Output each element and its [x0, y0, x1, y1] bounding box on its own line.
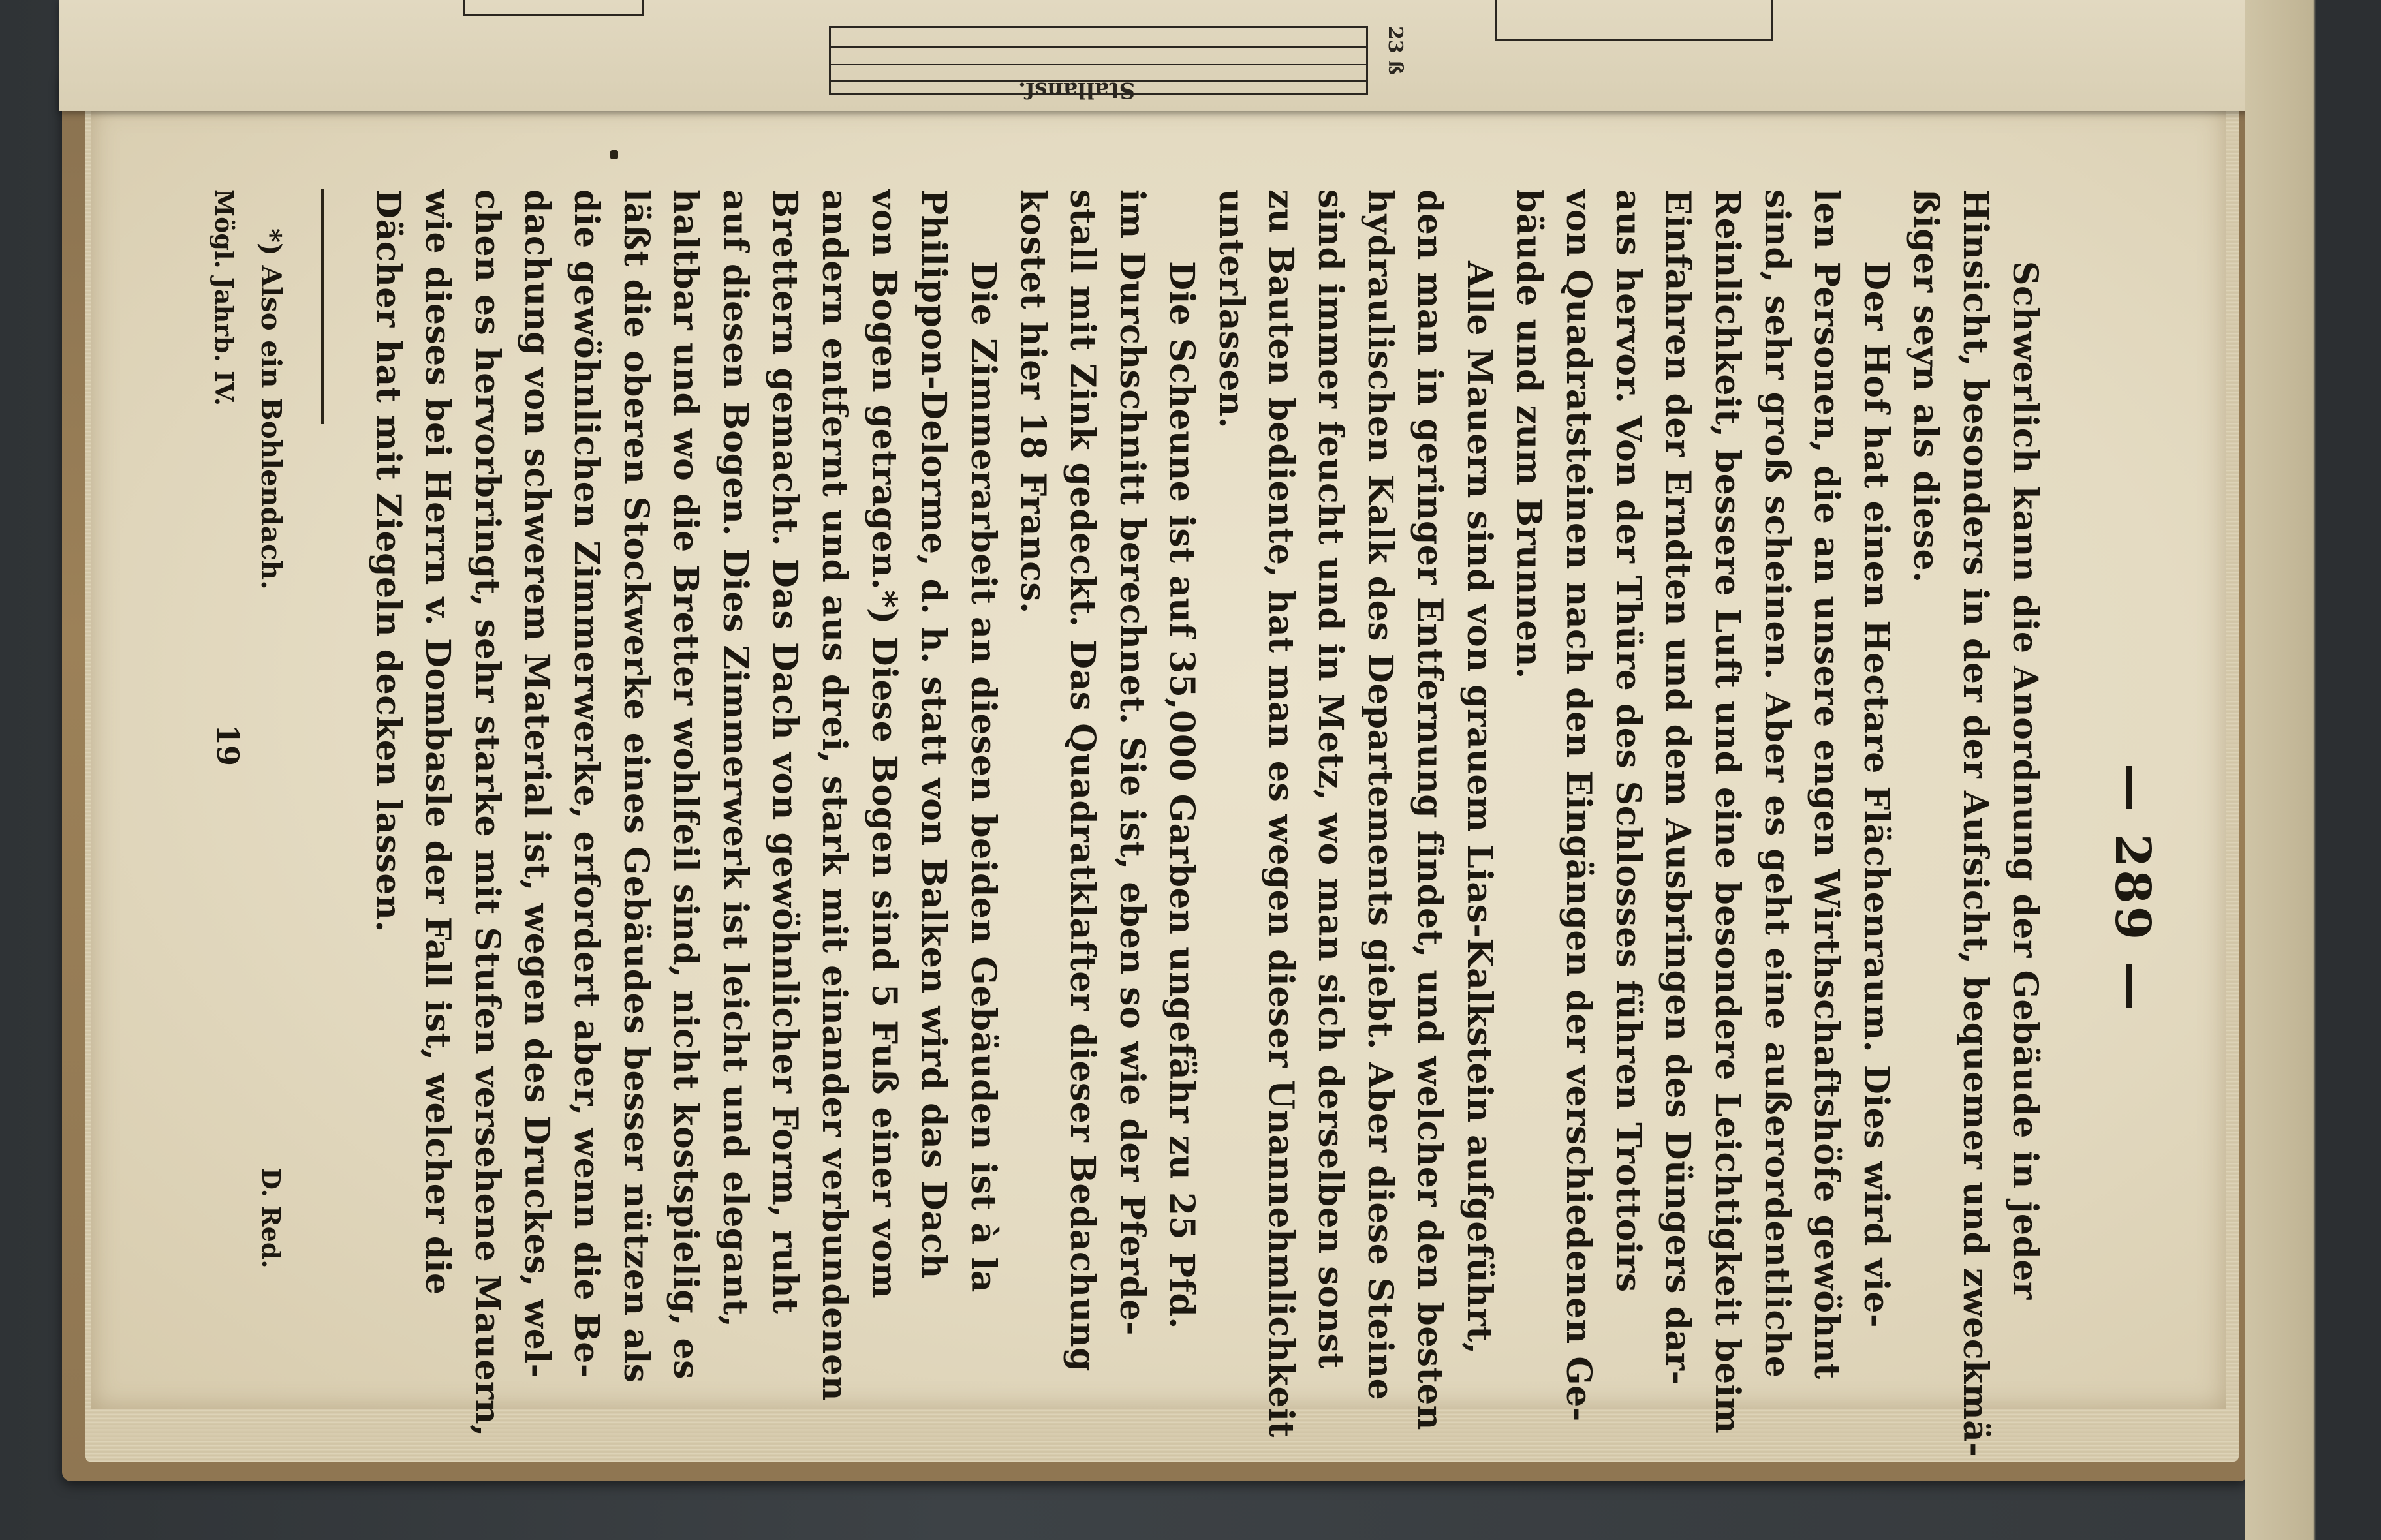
text-line: hydraulischen Kalk des Departements giebt. Aber diese Steine	[1360, 189, 1400, 1401]
text-line: stall mit Zink gedeckt. Das Quadratklafter dieser Bedachung	[1063, 189, 1102, 1372]
previous-page-flap	[59, 0, 2343, 111]
text-line: Dächer hat mit Ziegeln decken lassen.	[368, 189, 408, 932]
text-line: Der Hof hat einen Hectare Flächenraum. Dies wird vie-	[1856, 261, 1896, 1329]
text-line: sind, sehr groß scheinen. Aber es geht eine außerordentliche	[1757, 189, 1797, 1378]
text-line: den man in geringer Entfernung findet, und welcher den besten	[1410, 189, 1450, 1430]
journal-signature: Mögl. Jahrb. IV.	[210, 189, 239, 406]
text-line: auf diesen Bogen. Dies Zimmerwerk ist leicht und elegant,	[715, 189, 755, 1328]
signature-line	[200, 189, 245, 1442]
footnote-text: *) Also ein Bohlendach.	[255, 228, 287, 590]
page-content	[210, 189, 2160, 1457]
text-line: Alle Mauern sind von grauem Lias-Kalkstein aufgeführt,	[1459, 261, 1499, 1355]
text-line: Brettern gemacht. Das Dach von gewöhnlicher Form, ruht	[765, 189, 805, 1314]
text-line: dachung von schwerem Material ist, wegen des Druckes, wel-	[517, 189, 557, 1378]
text-line: Die Zimmerarbeit an diesen beiden Gebäuden ist à la	[963, 261, 1003, 1293]
text-line: unterlassen.	[1211, 189, 1251, 429]
text-line: aus hervor. Von der Thüre des Schlosses führen Trottoirs	[1608, 189, 1648, 1293]
footnote	[245, 189, 291, 1442]
text-line: sind immer feucht und in Metz, wo man sich derselben sonst	[1311, 189, 1350, 1369]
text-line: len Personen, die an unsere engen Wirthschaftshöfe gewöhnt	[1807, 189, 1846, 1379]
page-body	[200, 189, 2049, 1457]
text-line: läßt die oberen Stockwerke eines Gebäudes besser nützen als	[616, 189, 656, 1383]
ink-spot	[610, 150, 618, 159]
text-line: chen es hervorbringt, sehr starke mit Stufen versehene Mauern,	[467, 189, 507, 1437]
text-line: andern entfernt und aus drei, stark mit einander verbundenen	[815, 189, 854, 1402]
text-line: Schwerlich kann die Anordnung der Gebäude in jeder	[2005, 261, 2045, 1300]
footnote-signature: D. Red.	[257, 1168, 286, 1269]
sheet-number: 19	[210, 724, 245, 767]
diagram-frame	[463, 0, 644, 16]
text-line: von Bogen getragen.*) Diese Bogen sind 5 Fuß einer vom	[864, 189, 904, 1299]
text-line: bäude und zum Brunnen.	[1509, 189, 1549, 679]
text-line: ßiger seyn als diese.	[1906, 189, 1946, 583]
page-header	[2089, 189, 2160, 1442]
text-line: Die Scheune ist auf 35,000 Garben ungefähr zu 25 Pfd.	[1162, 261, 1202, 1329]
text-line: die gewöhnlichen Zimmerwerke, erfordert aber, wenn die Be-	[567, 189, 606, 1378]
adjacent-page-edge	[2245, 0, 2381, 1540]
text-line: im Durchschnitt berechnet. Sie ist, eben so wie der Pferde-	[1112, 189, 1152, 1336]
page-reference: 23 ß	[1384, 26, 1407, 75]
text-line: wie dieses bei Herrn v. Dombasle der Fall ist, welcher die	[418, 189, 458, 1295]
text-line: von Quadratsteinen nach den Eingängen der verschiedenen Ge-	[1559, 189, 1598, 1422]
diagram-frame	[1495, 0, 1773, 41]
text-line: haltbar und wo die Bretter wohlfeil sind, nicht kostspielig, es	[666, 189, 706, 1379]
text-line: Reinlichkeit, bessere Luft und eine besondere Leichtigkeit beim	[1707, 189, 1747, 1434]
footnote-separator	[291, 189, 363, 1442]
text-line: zu Bauten bediente, hat man es wegen dieser Unannehmlichkeit	[1261, 189, 1301, 1438]
footnote-rule	[321, 189, 324, 424]
page-number: — 289 —	[2104, 763, 2160, 1013]
text-line: Hinsicht, besonders in der der Aufsicht, bequemer und zweckmä-	[1955, 189, 1995, 1457]
text-line: Philippon-Delorme, d. h. statt von Balken wird das Dach	[914, 189, 954, 1279]
diagram-caption: Stallansf.	[1018, 77, 1136, 103]
text-line: kostet hier 18 Francs.	[1013, 189, 1053, 614]
text-line: Einfahren der Erndten und dem Ausbringen des Düngers dar-	[1658, 189, 1698, 1385]
